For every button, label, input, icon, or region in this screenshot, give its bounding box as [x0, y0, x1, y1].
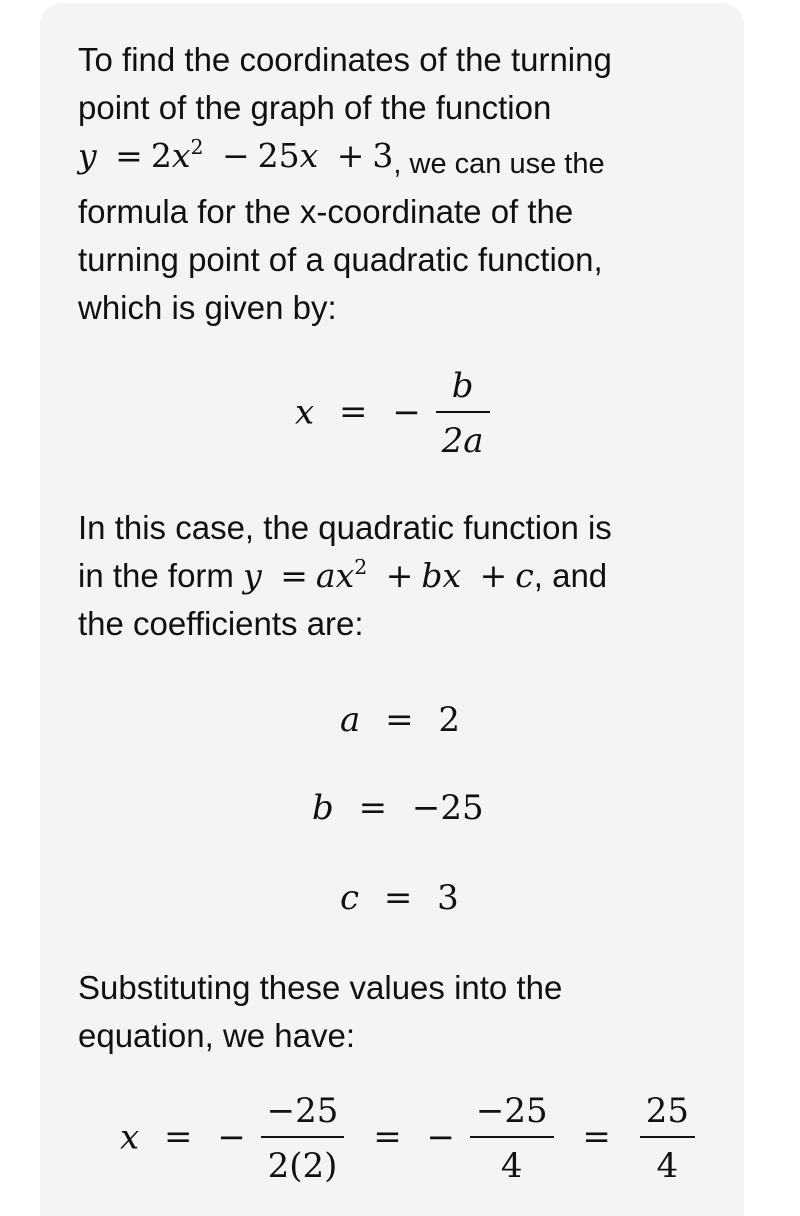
substitute-line-2: equation, we have:: [78, 1017, 356, 1054]
coefficient-a: a = 2: [340, 700, 461, 740]
result-fraction-2: $\frac{-25}{4}$: [470, 1093, 554, 1186]
case-line-3: the coefficients are:: [78, 605, 364, 642]
vertex-formula: x = − $\frac{b}{2a}$: [295, 368, 494, 461]
result-fraction-3: $\frac{25}{4}$: [640, 1093, 695, 1186]
intro-line-6: which is given by:: [78, 289, 337, 326]
intro-line-4: formula for the x-coordinate of the: [78, 193, 574, 230]
coefficient-c: c = 3: [340, 878, 459, 918]
result-fraction-1: $\frac{-25}{2(2)}$: [261, 1093, 345, 1186]
intro-line-2: point of the graph of the function: [78, 89, 552, 126]
general-form-equation: $y = ax^2$ + bx + c: [243, 555, 534, 595]
result-equation: x = − $\frac{-25}{2(2)}$ = − $\frac{-25}{4}$ = $\frac{25}{4}$: [120, 1093, 699, 1186]
intro-line-5: turning point of a quadratic function,: [78, 241, 603, 278]
coefficient-b: b = −25: [312, 788, 484, 828]
intro-line-1: To find the coordinates of the turning: [78, 41, 612, 78]
inline-equation: $y = 2x^2 - 25x + 3$: [78, 135, 394, 175]
case-line-2: in the form $y = ax^2$ + bx + c, and: [78, 555, 608, 595]
answer-bubble: [40, 3, 744, 1216]
intro-line-3: $y = 2x^2 - 25x + 3$, we can use the: [78, 135, 605, 180]
formula-fraction: $\frac{b}{2a}$: [436, 368, 490, 461]
substitute-line-1: Substituting these values into the: [78, 969, 563, 1006]
case-line-1: In this case, the quadratic function is: [78, 509, 612, 546]
